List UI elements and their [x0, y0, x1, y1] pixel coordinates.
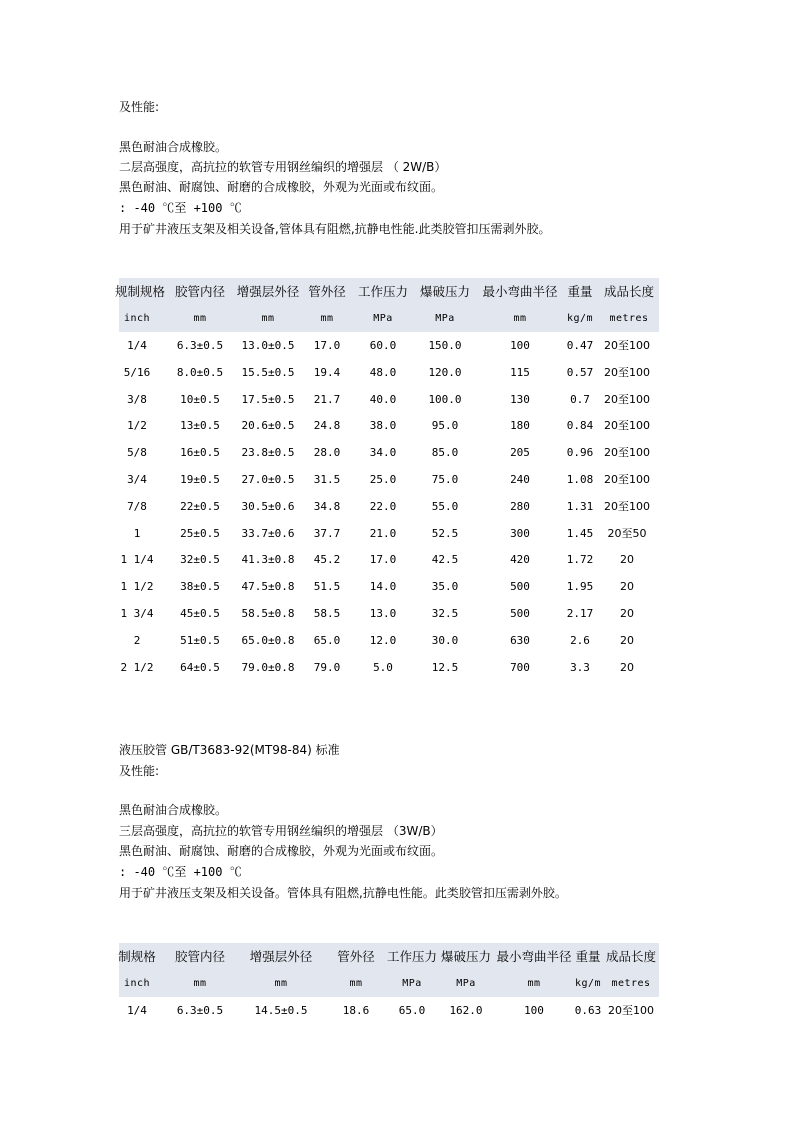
unit-weight: kg/m [566, 313, 594, 324]
cell-outer-diameter: 58.5 [313, 607, 341, 620]
cell-burst-pressure: 55.0 [431, 499, 459, 513]
cell-burst-pressure: 100.0 [428, 392, 462, 406]
cell-size: 5/8 [127, 446, 147, 460]
section2-line-reinforcement: 三层高强度，高抗拉的软管专用钢丝编织的增强层 （3W/B） [119, 824, 443, 838]
col-header-outer-diameter: 管外径 [308, 284, 346, 299]
cell-length: 20 [620, 607, 634, 620]
unit-length: metres [611, 978, 651, 989]
col-header-reinforcement-diameter: 增强层外径 [236, 284, 300, 299]
section1-line-temperature: : -40 ℃至 +100 ℃ [119, 201, 242, 215]
cell-min-bend-radius: 420 [510, 553, 530, 567]
cell-outer-diameter: 79.0 [313, 660, 341, 674]
cell-burst-pressure: 52.5 [431, 526, 459, 540]
cell-weight: 0.57 [566, 365, 594, 379]
cell-burst-pressure: 120.0 [428, 365, 462, 379]
cell-working-pressure: 40.0 [369, 392, 397, 406]
section2-line-inner-layer: 黑色耐油合成橡胶。 [119, 803, 228, 817]
cell-reinforcement-diameter: 27.0±0.5 [241, 473, 295, 486]
cell-size: 1 [133, 526, 141, 540]
cell-length: 20至100 [604, 419, 650, 433]
cell-length: 20至100 [604, 499, 650, 513]
col-header-length: 成品长度 [603, 284, 654, 299]
cell-reinforcement-diameter: 58.5±0.8 [241, 607, 295, 620]
cell-size: 3/4 [127, 473, 147, 486]
cell-min-bend-radius: 630 [510, 633, 530, 647]
unit-reinforcement-diameter: mm [261, 313, 275, 324]
cell-size: 1/4 [127, 1004, 147, 1017]
table-row [119, 627, 659, 654]
cell-burst-pressure: 75.0 [431, 473, 459, 486]
cell-working-pressure: 60.0 [369, 339, 397, 352]
col-header-inner-diameter: 胶管内径 [174, 949, 225, 964]
cell-burst-pressure: 150.0 [428, 339, 462, 352]
unit-length: metres [609, 313, 649, 324]
cell-burst-pressure: 42.5 [431, 553, 459, 567]
cell-weight: 1.31 [566, 499, 594, 513]
col-header-min-bend-radius: 最小弯曲半径 [482, 284, 558, 299]
cell-reinforcement-diameter: 41.3±0.8 [241, 553, 295, 567]
table-row [119, 332, 659, 359]
cell-working-pressure: 34.0 [369, 446, 397, 460]
cell-burst-pressure: 85.0 [431, 446, 459, 460]
unit-weight: kg/m [574, 978, 602, 989]
cell-length: 20至50 [607, 526, 647, 540]
unit-burst-pressure: MPa [456, 978, 476, 989]
cell-burst-pressure: 12.5 [431, 660, 459, 674]
cell-weight: 0.96 [566, 446, 594, 460]
cell-min-bend-radius: 205 [510, 446, 530, 460]
cell-outer-diameter: 31.5 [313, 473, 341, 486]
section2-line-performance: 及性能: [119, 764, 160, 778]
cell-length: 20至100 [604, 365, 650, 379]
cell-min-bend-radius: 280 [510, 499, 530, 513]
unit-working-pressure: MPa [373, 313, 393, 324]
cell-working-pressure: 25.0 [369, 473, 397, 486]
cell-reinforcement-diameter: 33.7±0.6 [241, 526, 295, 540]
cell-working-pressure: 48.0 [369, 365, 397, 379]
section2-line-outer-layer: 黑色耐油、耐腐蚀、耐磨的合成橡胶，外观为光面或布纹面。 [119, 844, 444, 858]
cell-size: 1 1/2 [120, 580, 154, 594]
table-header [115, 278, 659, 332]
cell-min-bend-radius: 130 [510, 392, 530, 406]
unit-burst-pressure: MPa [435, 313, 455, 324]
cell-working-pressure: 14.0 [369, 580, 397, 594]
table-row [119, 654, 659, 681]
unit-inner-diameter: mm [193, 978, 207, 989]
cell-reinforcement-diameter: 17.5±0.5 [241, 392, 295, 406]
unit-outer-diameter: mm [349, 978, 363, 989]
cell-inner-diameter: 64±0.5 [180, 660, 220, 674]
cell-size: 5/16 [123, 365, 151, 379]
section1-line-outer-layer: 黑色耐油、耐腐蚀、耐磨的合成橡胶，外观为光面或布纹面。 [119, 180, 444, 194]
section2-line-application: 用于矿井液压支架及相关设备。管体具有阻燃,抗静电性能。此类胶管扣压需剥外胶。 [119, 886, 567, 900]
cell-min-bend-radius: 240 [510, 473, 530, 486]
cell-size: 3/8 [127, 392, 147, 406]
cell-outer-diameter: 37.7 [313, 526, 341, 540]
cell-inner-diameter: 45±0.5 [180, 607, 220, 620]
cell-length: 20 [620, 660, 634, 674]
cell-outer-diameter: 45.2 [313, 553, 341, 567]
col-header-weight: 重量 [575, 949, 601, 964]
col-header-outer-diameter: 管外径 [337, 949, 375, 964]
table-row [119, 546, 659, 573]
cell-burst-pressure: 35.0 [431, 580, 459, 594]
table-row [119, 439, 659, 466]
cell-length: 20 [620, 553, 634, 567]
section1-line-reinforcement: 二层高强度，高抗拉的软管专用钢丝编织的增强层 （ 2W/B） [119, 160, 447, 174]
unit-size: inch [123, 313, 151, 324]
cell-reinforcement-diameter: 30.5±0.6 [241, 499, 295, 513]
cell-length: 20 [620, 580, 634, 594]
col-header-working-pressure: 工作压力 [386, 949, 437, 964]
cell-burst-pressure: 162.0 [449, 1004, 483, 1017]
cell-weight: 3.3 [570, 660, 590, 674]
cell-inner-diameter: 38±0.5 [180, 580, 220, 594]
cell-outer-diameter: 21.7 [313, 392, 341, 406]
cell-weight: 1.45 [566, 526, 594, 540]
table-row [119, 997, 659, 1024]
cell-inner-diameter: 16±0.5 [180, 446, 220, 460]
cell-reinforcement-diameter: 14.5±0.5 [254, 1004, 308, 1017]
cell-min-bend-radius: 180 [510, 419, 530, 433]
col-header-size: 制规格 [118, 949, 156, 964]
unit-outer-diameter: mm [320, 313, 334, 324]
col-header-inner-diameter: 胶管内径 [174, 284, 225, 299]
cell-reinforcement-diameter: 15.5±0.5 [241, 365, 295, 379]
cell-size: 1/2 [127, 419, 147, 433]
unit-inner-diameter: mm [193, 313, 207, 324]
cell-min-bend-radius: 500 [510, 580, 530, 594]
cell-reinforcement-diameter: 79.0±0.8 [241, 660, 295, 674]
section1-line-performance: 及性能: [119, 100, 160, 114]
table-row [119, 520, 659, 547]
cell-inner-diameter: 6.3±0.5 [176, 339, 224, 352]
cell-outer-diameter: 19.4 [313, 365, 341, 379]
cell-min-bend-radius: 500 [510, 607, 530, 620]
cell-min-bend-radius: 100 [510, 339, 530, 352]
cell-outer-diameter: 24.8 [313, 419, 341, 433]
cell-outer-diameter: 18.6 [342, 1004, 370, 1017]
cell-min-bend-radius: 100 [524, 1004, 544, 1017]
cell-inner-diameter: 32±0.5 [180, 553, 220, 567]
cell-inner-diameter: 19±0.5 [180, 473, 220, 486]
table-row [119, 573, 659, 600]
cell-weight: 0.63 [574, 1004, 602, 1017]
table-row [119, 412, 659, 439]
spec-table-2wb [115, 278, 659, 683]
cell-working-pressure: 38.0 [369, 419, 397, 433]
table-row [119, 359, 659, 386]
cell-outer-diameter: 17.0 [313, 339, 341, 352]
cell-length: 20至100 [604, 473, 650, 486]
cell-working-pressure: 22.0 [369, 499, 397, 513]
cell-weight: 1.95 [566, 580, 594, 594]
cell-working-pressure: 12.0 [369, 633, 397, 647]
cell-inner-diameter: 25±0.5 [180, 526, 220, 540]
section1-line-application: 用于矿井液压支架及相关设备,管体具有阻燃,抗静电性能.此类胶管扣压需剥外胶。 [119, 222, 551, 236]
unit-min-bend-radius: mm [527, 978, 541, 989]
col-header-reinforcement-diameter: 增强层外径 [249, 949, 313, 964]
section2-line-title: 液压胶管 GB/T3683-92(MT98-84) 标准 [119, 743, 340, 757]
unit-size: inch [123, 978, 151, 989]
cell-weight: 1.08 [566, 473, 594, 486]
cell-inner-diameter: 8.0±0.5 [176, 365, 224, 379]
cell-length: 20 [620, 633, 634, 647]
table-row [119, 466, 659, 493]
unit-working-pressure: MPa [402, 978, 422, 989]
cell-burst-pressure: 30.0 [431, 633, 459, 647]
cell-inner-diameter: 13±0.5 [180, 419, 220, 433]
cell-size: 1 3/4 [120, 607, 154, 620]
cell-outer-diameter: 65.0 [313, 633, 341, 647]
table-row [119, 493, 659, 520]
table-row [119, 386, 659, 413]
cell-length: 20至100 [604, 339, 650, 352]
cell-min-bend-radius: 700 [510, 660, 530, 674]
cell-reinforcement-diameter: 20.6±0.5 [241, 419, 295, 433]
col-header-working-pressure: 工作压力 [357, 284, 408, 299]
col-header-burst-pressure: 爆破压力 [419, 284, 470, 299]
section1-line-inner-layer: 黑色耐油合成橡胶。 [119, 140, 228, 154]
cell-size: 1/4 [127, 339, 147, 352]
cell-weight: 2.6 [570, 633, 590, 647]
cell-size: 2 [133, 633, 141, 647]
cell-working-pressure: 65.0 [398, 1004, 426, 1017]
col-header-min-bend-radius: 最小弯曲半径 [496, 949, 572, 964]
cell-weight: 0.7 [570, 392, 590, 406]
cell-reinforcement-diameter: 65.0±0.8 [241, 633, 295, 647]
cell-weight: 0.84 [566, 419, 594, 433]
cell-reinforcement-diameter: 47.5±0.8 [241, 580, 295, 594]
cell-working-pressure: 13.0 [369, 607, 397, 620]
cell-burst-pressure: 32.5 [431, 607, 459, 620]
cell-working-pressure: 17.0 [369, 553, 397, 567]
cell-reinforcement-diameter: 23.8±0.5 [241, 446, 295, 460]
cell-inner-diameter: 22±0.5 [180, 499, 220, 513]
cell-size: 1 1/4 [120, 553, 154, 567]
col-header-size: 规制规格 [115, 284, 166, 299]
section2-line-temperature: : -40 ℃至 +100 ℃ [119, 865, 242, 879]
cell-burst-pressure: 95.0 [431, 419, 459, 433]
cell-inner-diameter: 10±0.5 [180, 392, 220, 406]
cell-outer-diameter: 34.8 [313, 499, 341, 513]
cell-min-bend-radius: 115 [510, 365, 530, 379]
cell-weight: 0.47 [566, 339, 594, 352]
col-header-length: 成品长度 [605, 949, 656, 964]
col-header-weight: 重量 [567, 284, 593, 299]
cell-inner-diameter: 51±0.5 [180, 633, 220, 647]
cell-length: 20至100 [608, 1004, 654, 1017]
table-header [119, 943, 659, 997]
cell-working-pressure: 21.0 [369, 526, 397, 540]
table-row [119, 600, 659, 627]
unit-min-bend-radius: mm [513, 313, 527, 324]
cell-length: 20至100 [604, 392, 650, 406]
cell-length: 20至100 [604, 446, 650, 460]
col-header-burst-pressure: 爆破压力 [440, 949, 491, 964]
cell-reinforcement-diameter: 13.0±0.5 [241, 339, 295, 352]
cell-weight: 2.17 [566, 607, 594, 620]
cell-weight: 1.72 [566, 553, 594, 567]
cell-inner-diameter: 6.3±0.5 [176, 1004, 224, 1017]
unit-reinforcement-diameter: mm [274, 978, 288, 989]
cell-working-pressure: 5.0 [373, 660, 393, 674]
cell-outer-diameter: 51.5 [313, 580, 341, 594]
cell-size: 7/8 [127, 499, 147, 513]
cell-min-bend-radius: 300 [510, 526, 530, 540]
spec-table-3wb [119, 943, 659, 1024]
cell-size: 2 1/2 [120, 660, 154, 674]
cell-outer-diameter: 28.0 [313, 446, 341, 460]
